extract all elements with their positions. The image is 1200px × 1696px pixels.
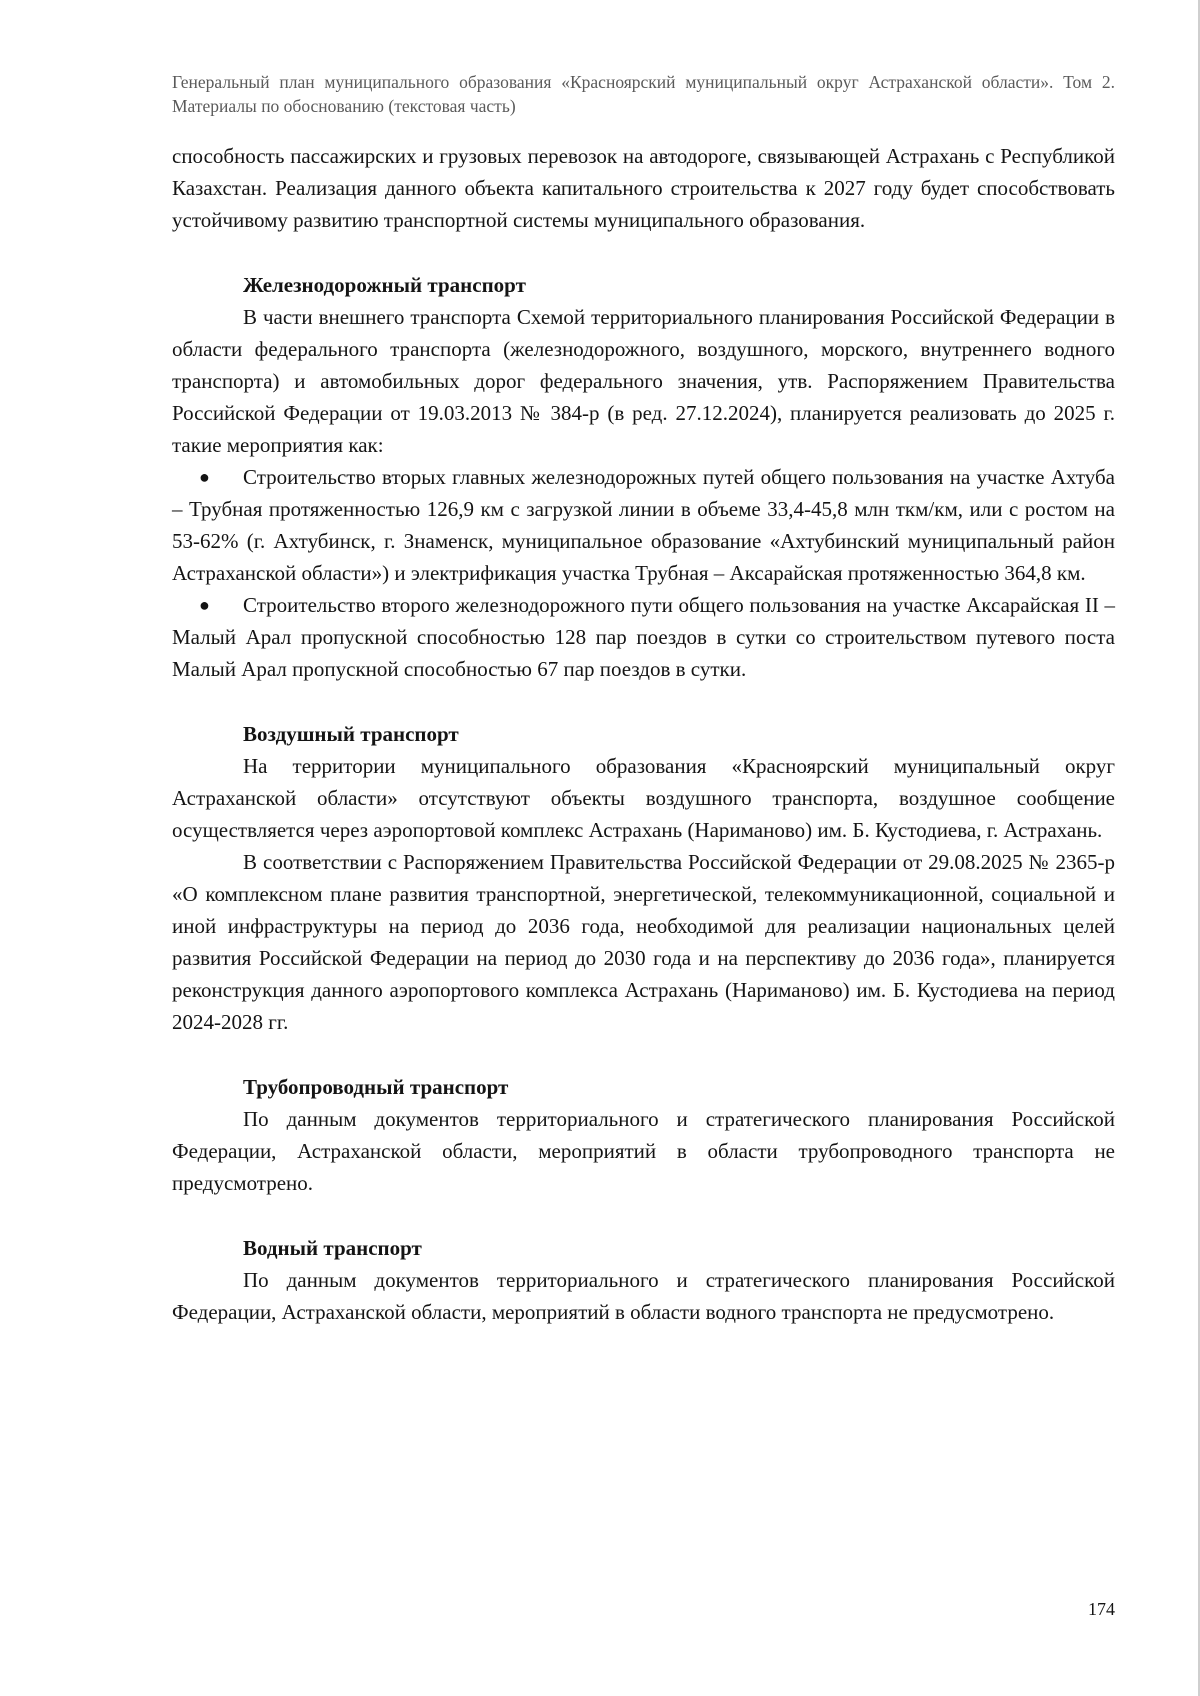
section-rail bbox=[172, 269, 1115, 685]
air-paragraph-2: В соответствии с Распоряжением Правительства Российской Федерации от 29.08.2025 № 2365-р «О комплексном плане развития транспортной, энергетической, телекоммуникационной, социальной и иной инфраструктуры на период до 2036 года, необходимой для реализации национальных целей развития Российской Федерации на период до 2030 года и на перспективу до 2036 года», планируется реконструкция данного аэропортового комплекса Астрахань (Нариманово) им. Б. Кустодиева на период 2024-2028 гг. bbox=[172, 850, 1115, 1034]
air-paragraph-1: На территории муниципального образования «Красноярский муниципальный округ Астраханской области» отсутствуют объекты воздушного транспорта, воздушное сообщение осуществляется через аэропортовой комплекс Астрахань (Нариманово) им. Б. Кустодиева, г. Астрахань. bbox=[172, 754, 1115, 842]
air-heading: Воздушный транспорт bbox=[243, 722, 459, 746]
page-number: 174 bbox=[1088, 1599, 1115, 1619]
pipeline-heading: Трубопроводный транспорт bbox=[243, 1075, 509, 1099]
section-air bbox=[172, 718, 1115, 1038]
section-water bbox=[172, 1232, 1115, 1328]
water-heading: Водный транспорт bbox=[243, 1236, 422, 1260]
document-body bbox=[172, 140, 1115, 1328]
section-pipeline bbox=[172, 1071, 1115, 1199]
pipeline-paragraph: По данным документов территориального и стратегического планирования Российской Федерации, Астраханской области, мероприятий в области трубопроводного транспорта не предусмотрено. bbox=[172, 1107, 1115, 1195]
water-paragraph: По данным документов территориального и стратегического планирования Российской Федерации, Астраханской области, мероприятий в области водного транспорта не предусмотрено. bbox=[172, 1268, 1115, 1324]
list-item-text: Строительство второго железнодорожного пути общего пользования на участке Аксарайская II – Малый Арал пропускной способностью 128 пар поездов в сутки со строительством путевого поста Малый Арал пропускной способностью 67 пар поездов в сутки. bbox=[172, 593, 1115, 681]
bullet-icon: ● bbox=[199, 467, 210, 487]
list-item bbox=[172, 461, 1115, 589]
rail-heading: Железнодорожный транспорт bbox=[243, 273, 526, 297]
rail-paragraph: В части внешнего транспорта Схемой территориального планирования Российской Федерации в области федерального транспорта (железнодорожного, воздушного, морского, внутреннего водного транспорта) и автомобильных дорог федерального значения, утв. Распоряжением Правительства Российской Федерации от 19.03.2013 № 384-р (в ред. 27.12.2024), планируется реализовать до 2025 г. такие мероприятия как: bbox=[172, 305, 1115, 457]
bullet-icon: ● bbox=[199, 595, 210, 615]
list-item bbox=[172, 589, 1115, 685]
list-item-text: Строительство вторых главных железнодорожных путей общего пользования на участке Ахтуба – Трубная протяженностью 126,9 км с загрузкой линии в объеме 33,4-45,8 млн ткм/км, или с ростом на 53-62% (г. Ахтубинск, г. Знаменск, муниципальное образование «Ахтубинский муниципальный район Астраханской области») и электрификация участка Трубная – Аксарайская протяженностью 364,8 км. bbox=[172, 465, 1115, 585]
intro-paragraph: способность пассажирских и грузовых перевозок на автодороге, связывающей Астрахань с Республикой Казахстан. Реализация данного объекта капитального строительства к 2027 году будет способствовать устойчивому развитию транспортной системы муниципального образования. bbox=[172, 144, 1115, 232]
running-header: Генеральный план муниципального образования «Красноярский муниципальный округ Астраханской области». Том 2. Материалы по обоснованию (текстовая часть) bbox=[172, 72, 1115, 116]
